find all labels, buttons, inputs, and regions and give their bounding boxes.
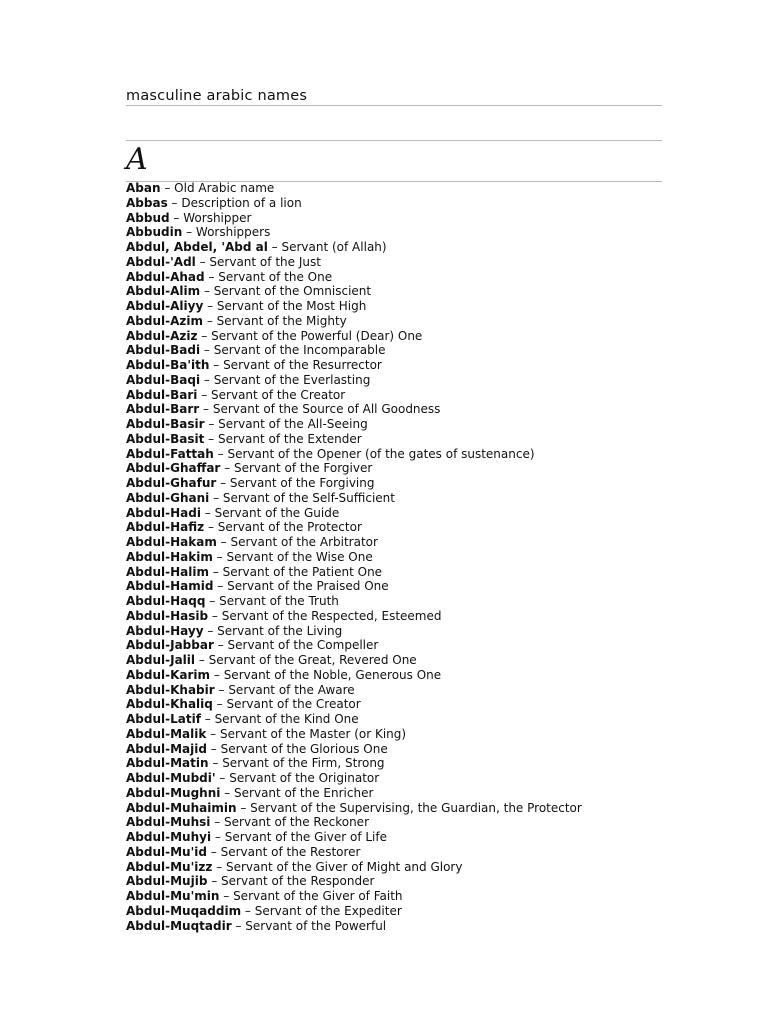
name-term: Abdul-Ahad — [126, 269, 205, 284]
name-entry — [126, 343, 686, 358]
name-entry — [126, 579, 686, 594]
name-meaning: Servant of the Most High — [216, 299, 367, 313]
name-term: Abdul-Matin — [126, 756, 209, 771]
name-separator: – — [195, 653, 209, 667]
name-entry — [126, 181, 686, 196]
name-entry — [126, 889, 686, 904]
name-meaning: Servant of the Protector — [217, 520, 362, 535]
name-term: Abdul-Hamid — [126, 579, 214, 594]
name-entry — [126, 550, 686, 565]
name-separator: – — [220, 785, 235, 800]
name-term: Abbas — [126, 195, 168, 210]
name-separator: – — [209, 490, 223, 505]
name-term: Abdul-Hakam — [126, 535, 217, 549]
name-meaning: Worshipper — [183, 210, 252, 225]
name-separator: – — [204, 417, 219, 431]
name-separator: – — [216, 535, 231, 549]
name-term: Abdul-Ghafur — [126, 476, 217, 490]
name-entry — [126, 211, 686, 226]
name-meaning: Servant of the Source of All Goodness — [212, 402, 441, 417]
name-separator: – — [167, 195, 182, 210]
name-meaning: Servant of the Master (or King) — [220, 726, 407, 741]
name-term: Abdul-Hasib — [126, 608, 209, 623]
name-entry — [126, 638, 686, 653]
name-term: Abdul-Hayy — [126, 623, 204, 638]
name-meaning: Servant of the Respected, Esteemed — [221, 608, 442, 623]
name-meaning: Servant of the Compeller — [227, 638, 379, 653]
name-term: Abdul-Baqi — [126, 372, 201, 387]
name-term: Abdul-Hadi — [126, 505, 201, 520]
name-meaning: Servant of the Great, Revered One — [208, 653, 417, 667]
name-term: Abdul-Khaliq — [126, 697, 213, 712]
name-entry — [126, 225, 686, 240]
name-entry — [126, 565, 686, 580]
name-separator: – — [195, 254, 210, 269]
name-meaning: Servant of the Giver of Life — [224, 830, 387, 844]
name-separator: – — [160, 181, 175, 195]
name-separator: – — [216, 476, 230, 490]
name-meaning: Servant of the Giver of Faith — [233, 889, 403, 903]
name-entry — [126, 314, 686, 329]
name-meaning: Servant of the Supervising, the Guardian, the Protector — [250, 800, 582, 815]
name-meaning: Servant of the Incomparable — [213, 343, 386, 358]
title-divider — [126, 105, 662, 106]
name-separator: – — [205, 594, 220, 608]
name-meaning: Servant of the Mighty — [216, 313, 347, 328]
name-term: Abdul-Mu'id — [126, 844, 207, 859]
name-separator: – — [200, 505, 215, 520]
name-term: Abdul-Mubdi' — [126, 771, 216, 785]
name-entry — [126, 506, 686, 521]
name-term: Abdul-Mu'izz — [126, 859, 213, 874]
name-term: Abdul-Hafiz — [126, 520, 205, 535]
name-separator: – — [210, 667, 224, 682]
name-term: Abdul-Bari — [126, 387, 198, 402]
name-separator: – — [206, 726, 220, 741]
name-separator: – — [204, 431, 218, 446]
name-term: Abdul-Halim — [126, 564, 209, 579]
name-entry — [126, 786, 686, 801]
name-term: Aban — [126, 181, 161, 195]
name-meaning: Servant of the Creator — [211, 387, 346, 402]
name-meaning: Servant of the Forgiver — [233, 461, 373, 476]
name-meaning: Servant of the Reckoner — [224, 815, 369, 830]
name-separator: – — [209, 358, 224, 372]
name-entry — [126, 609, 686, 624]
name-meaning: Servant of the Omniscient — [213, 284, 372, 299]
name-separator: – — [169, 210, 184, 225]
name-separator: – — [206, 844, 221, 859]
name-separator: – — [211, 830, 225, 844]
name-meaning: Servant of the Everlasting — [213, 372, 371, 387]
name-separator: – — [197, 328, 212, 343]
name-meaning: Servant of the Wise One — [226, 549, 373, 564]
name-separator: – — [207, 874, 222, 889]
name-term: Abdul-Muhsi — [126, 815, 211, 830]
name-meaning: Servant (of Allah) — [281, 240, 387, 254]
name-entry — [126, 402, 686, 417]
name-term: Abdul-Muhaimin — [126, 800, 237, 815]
name-term: Abdul-Ghani — [126, 490, 210, 505]
name-entry — [126, 358, 686, 373]
name-meaning: Servant of the Powerful — [245, 918, 387, 933]
name-separator: – — [204, 520, 218, 535]
name-term: Abdul-Jabbar — [126, 638, 214, 653]
name-separator: – — [203, 313, 217, 328]
name-separator: – — [219, 889, 234, 903]
name-term: Abdul-Fattah — [126, 446, 214, 461]
name-term: Abdul-Majid — [126, 741, 207, 756]
name-term: Abdul-Latif — [126, 712, 201, 726]
name-meaning: Servant of the Arbitrator — [230, 535, 378, 549]
name-entry — [126, 476, 686, 491]
name-entry — [126, 535, 686, 550]
name-term: Abdul-Hakim — [126, 549, 213, 564]
name-meaning: Servant of the Noble, Generous One — [223, 667, 442, 682]
name-entry — [126, 771, 686, 786]
name-separator: – — [241, 903, 255, 918]
name-entry — [126, 653, 686, 668]
name-entry — [126, 432, 686, 447]
name-term: Abdul-Ghaffar — [126, 461, 221, 476]
name-term: Abbudin — [126, 225, 183, 240]
name-meaning: Servant of the Kind One — [214, 712, 359, 726]
name-separator: – — [208, 756, 223, 771]
name-entry — [126, 255, 686, 270]
name-entry — [126, 668, 686, 683]
name-entry — [126, 756, 686, 771]
name-term: Abdul-Barr — [126, 402, 200, 417]
name-meaning: Servant of the Forgiving — [229, 476, 375, 490]
name-term: Abdul-Basit — [126, 431, 205, 446]
name-entry — [126, 697, 686, 712]
name-separator: – — [208, 564, 223, 579]
name-meaning: Servant of the Creator — [226, 697, 361, 712]
name-meaning: Servant of the Truth — [219, 594, 339, 608]
name-entry — [126, 683, 686, 698]
name-separator: – — [203, 623, 218, 638]
name-term: Abdul-Malik — [126, 726, 207, 741]
name-entry — [126, 461, 686, 476]
name-entry — [126, 417, 686, 432]
name-meaning: Servant of the Enricher — [234, 785, 374, 800]
document-title: masculine arabic names — [126, 88, 308, 104]
name-entry — [126, 624, 686, 639]
name-meaning: Servant of the Responder — [221, 874, 375, 889]
name-term: Abdul-Alim — [126, 284, 201, 299]
name-term: Abdul-Jalil — [126, 653, 196, 667]
name-separator: – — [200, 372, 214, 387]
name-meaning: Servant of the Resurrector — [223, 358, 382, 372]
name-entry — [126, 904, 686, 919]
name-term: Abdul-Muhyi — [126, 830, 212, 844]
name-meaning: Servant of the Powerful (Dear) One — [211, 328, 423, 343]
name-entry — [126, 240, 686, 255]
name-meaning: Servant of the Just — [209, 254, 321, 269]
name-entry — [126, 270, 686, 285]
name-separator: – — [236, 800, 251, 815]
name-entry — [126, 520, 686, 535]
name-meaning: Servant of the Living — [217, 623, 343, 638]
name-meaning: Servant of the One — [218, 269, 333, 284]
name-entry — [126, 727, 686, 742]
name-entry — [126, 299, 686, 314]
name-separator: – — [231, 918, 246, 933]
name-term: Abdul, Abdel, 'Abd al — [126, 240, 268, 254]
name-entry — [126, 919, 686, 934]
name-entry — [126, 447, 686, 462]
name-meaning: Servant of the Firm, Strong — [222, 756, 385, 771]
name-meaning: Servant of the Originator — [229, 771, 380, 785]
name-term: Abdul-Mu'min — [126, 889, 220, 903]
name-meaning: Old Arabic name — [174, 181, 275, 195]
name-term: Abdul-Karim — [126, 667, 211, 682]
name-term: Abdul-Haqq — [126, 594, 206, 608]
name-term: Abdul-Muqaddim — [126, 903, 242, 918]
name-separator: – — [203, 299, 217, 313]
name-separator: – — [199, 402, 213, 417]
name-separator: – — [214, 682, 229, 697]
name-term: Abdul-Basir — [126, 417, 205, 431]
name-meaning: Servant of the Self-Sufficient — [222, 490, 395, 505]
name-entry — [126, 373, 686, 388]
name-entry — [126, 491, 686, 506]
name-entry — [126, 801, 686, 816]
name-separator: – — [212, 859, 226, 874]
name-separator: – — [206, 741, 221, 756]
name-term: Abdul-Mujib — [126, 874, 208, 889]
name-meaning: Servant of the Expediter — [254, 903, 402, 918]
name-separator: – — [182, 225, 196, 240]
name-meaning: Servant of the Extender — [217, 431, 362, 446]
name-separator: – — [208, 608, 222, 623]
name-meaning: Servant of the Glorious One — [220, 741, 388, 756]
name-separator: – — [197, 387, 212, 402]
name-term: Abdul-Muqtadir — [126, 918, 232, 933]
name-entry — [126, 329, 686, 344]
name-entry — [126, 830, 686, 845]
name-separator: – — [213, 446, 228, 461]
name-entry — [126, 712, 686, 727]
name-meaning: Servant of the Aware — [228, 682, 355, 697]
name-term: Abdul-Ba'ith — [126, 358, 210, 372]
name-entry — [126, 874, 686, 889]
name-meaning: Servant of the All-Seeing — [218, 417, 368, 431]
section-divider-top — [126, 140, 662, 141]
name-term: Abbud — [126, 210, 170, 225]
name-meaning: Servant of the Patient One — [222, 564, 383, 579]
name-meaning: Worshippers — [195, 225, 271, 240]
name-separator: – — [220, 461, 234, 476]
name-term: Abdul-Aliyy — [126, 299, 204, 313]
name-separator: – — [200, 284, 214, 299]
name-separator: – — [212, 549, 227, 564]
name-term: Abdul-Aziz — [126, 328, 198, 343]
name-separator: – — [213, 638, 228, 653]
name-entry — [126, 845, 686, 860]
name-separator: – — [204, 269, 219, 284]
name-entry — [126, 388, 686, 403]
name-term: Abdul-Mughni — [126, 785, 221, 800]
name-entry — [126, 815, 686, 830]
name-entry — [126, 860, 686, 875]
name-meaning: Servant of the Guide — [214, 505, 340, 520]
names-list — [126, 181, 686, 933]
name-separator: – — [267, 240, 282, 254]
name-meaning: Servant of the Restorer — [220, 844, 361, 859]
name-meaning: Servant of the Opener (of the gates of sustenance) — [227, 446, 535, 461]
name-separator: – — [200, 343, 214, 358]
name-separator: – — [200, 712, 215, 726]
name-separator: – — [215, 771, 230, 785]
name-term: Abdul-Badi — [126, 343, 201, 358]
name-term: Abdul-Khabir — [126, 682, 215, 697]
name-term: Abdul-'Adl — [126, 254, 196, 269]
name-term: Abdul-Azim — [126, 313, 203, 328]
name-separator: – — [212, 697, 227, 712]
name-entry — [126, 284, 686, 299]
name-entry — [126, 594, 686, 609]
name-meaning: Description of a lion — [181, 195, 302, 210]
name-meaning: Servant of the Praised One — [227, 579, 389, 594]
name-entry — [126, 196, 686, 211]
name-separator: – — [213, 579, 228, 594]
name-entry — [126, 742, 686, 757]
name-separator: – — [210, 815, 225, 830]
section-letter-heading: A — [126, 142, 148, 177]
name-meaning: Servant of the Giver of Might and Glory — [225, 859, 463, 874]
